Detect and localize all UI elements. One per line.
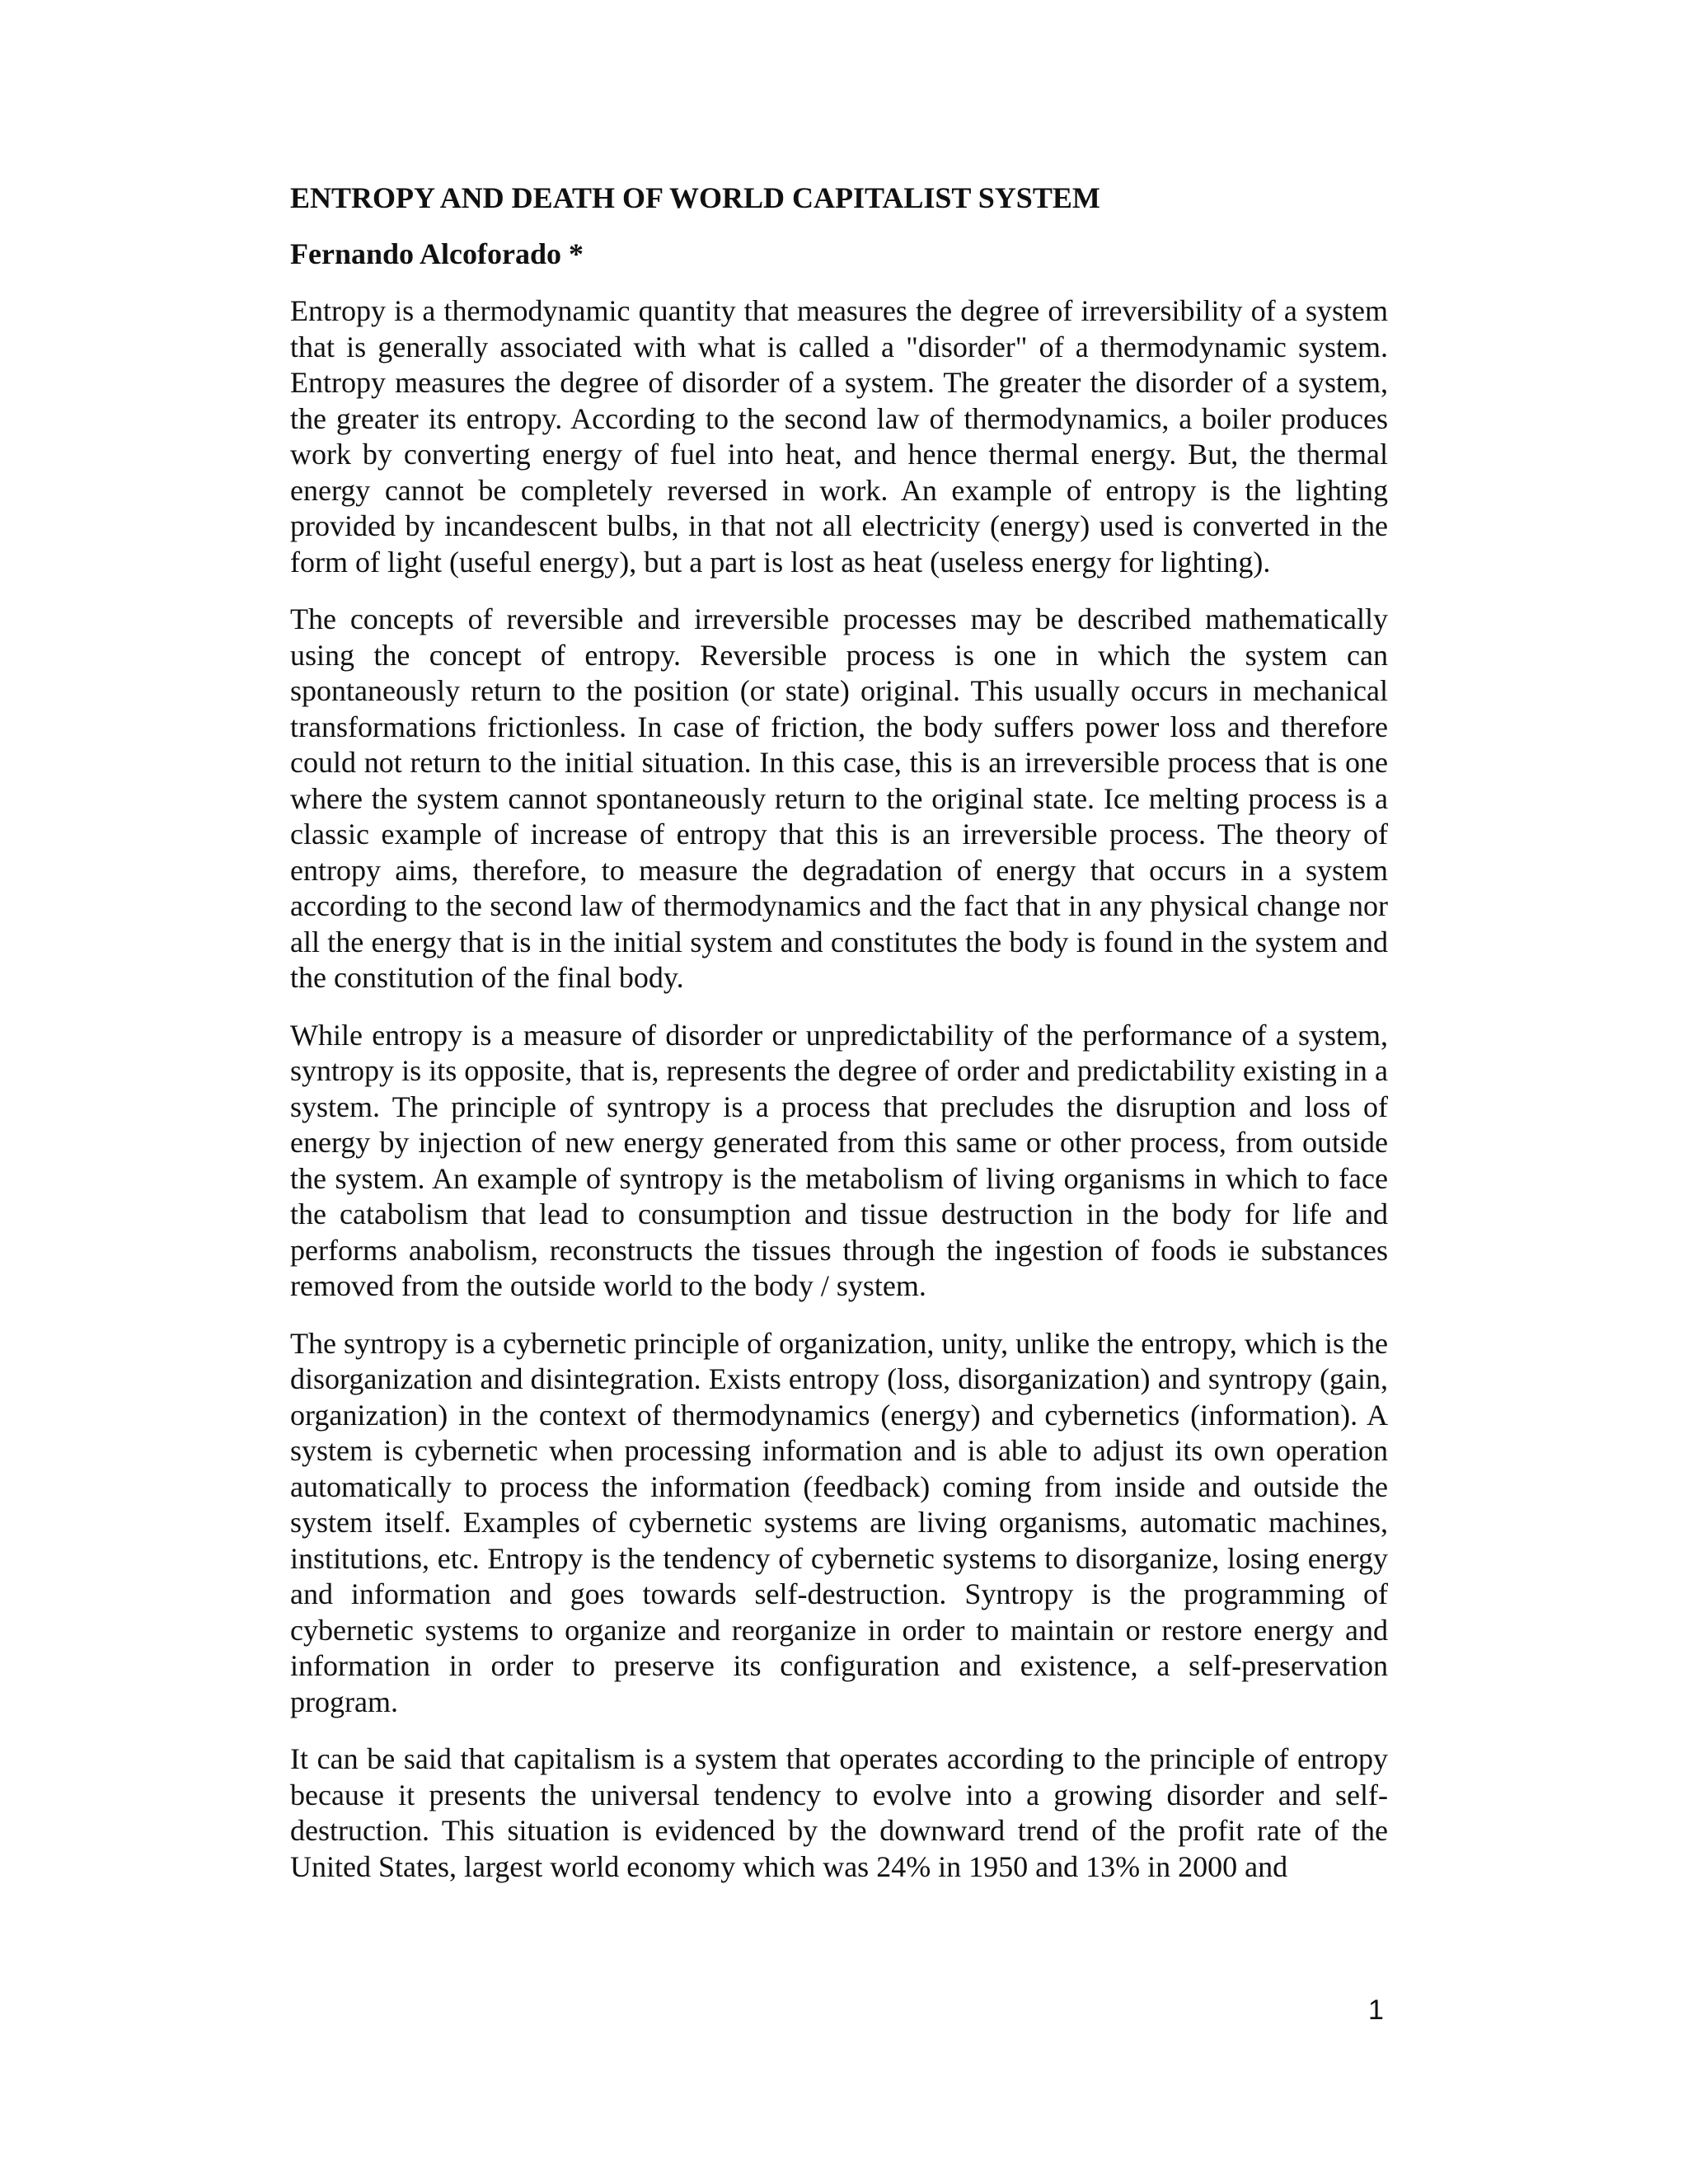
paragraph-cybernetics: The syntropy is a cybernetic principle of organization, unity, unlike the entropy, which is the disorganization and disintegration. Exists entropy (loss, disorganization) and syntropy (gain, organization) in the context of thermodynamics (energy) and cybernetics (information). A system is cybernetic when processing information and is able to adjust its own operation automatically to process the information (feedback) coming from inside and outside the system itself. Examples of cybernetic systems are living organisms, automatic machines, institutions, etc. Entropy is the tendency of cybernetic systems to disorganize, losing energy and information and goes towards self-destruction. Syntropy is the programming of cybernetic systems to organize and reorganize in order to maintain or restore energy and information in order to preserve its configuration and existence, a self-preservation program.	[290, 1326, 1388, 1718]
page-content	[290, 180, 1388, 1906]
page-number: 1	[1368, 1994, 1384, 2026]
paragraph-capitalism: It can be said that capitalism is a system that operates according to the principle of entropy because it presents the universal tendency to evolve into a growing disorder and self-destruction. This situation is evidenced by the downward trend of the profit rate of the United States, largest world economy which was 24% in 1950 and 13% in 2000 and	[290, 1742, 1388, 1883]
paragraph-entropy-definition: Entropy is a thermodynamic quantity that measures the degree of irreversibility of a system that is generally associated with what is called a "disorder" of a thermodynamic system. Entropy measures the degree of disorder of a system. The greater the disorder of a system, the greater its entropy. According to the second law of thermodynamics, a boiler produces work by converting energy of fuel into heat, and hence thermal energy. But, the thermal energy cannot be completely reversed in work. An example of entropy is the lighting provided by incandescent bulbs, in that not all electricity (energy) used is converted in the form of light (useful energy), but a part is lost as heat (useless energy for lighting).	[290, 294, 1388, 579]
document-title: ENTROPY AND DEATH OF WORLD CAPITALIST SYSTEM	[290, 181, 1100, 214]
paragraph-syntropy: While entropy is a measure of disorder or unpredictability of the performance of a system, syntropy is its opposite, that is, represents the degree of order and predictability existing in a system. The principle of syntropy is a process that precludes the disruption and loss of energy by injection of new energy generated from this same or other process, from outside the system. An example of syntropy is the metabolism of living organisms in which to face the catabolism that lead to consumption and tissue destruction in the body for life and performs anabolism, reconstructs the tissues through the ingestion of foods ie substances removed from the outside world to the body / system.	[290, 1018, 1388, 1302]
author-name: Fernando Alcoforado *	[290, 237, 584, 270]
paragraph-reversible-processes: The concepts of reversible and irreversible processes may be described mathematically using the concept of entropy. Reversible process is one in which the system can spontaneously return to the position (or state) original. This usually occurs in mechanical transformations frictionless. In case of friction, the body suffers power loss and therefore could not return to the initial situation. In this case, this is an irreversible process that is one where the system cannot spontaneously return to the original state. Ice melting process is a classic example of increase of entropy that this is an irreversible process. The theory of entropy aims, therefore, to measure the degradation of energy that occurs in a system according to the second law of thermodynamics and the fact that in any physical change nor all the energy that is in the initial system and constitutes the body is found in the system and the constitution of the final body.	[290, 602, 1388, 994]
